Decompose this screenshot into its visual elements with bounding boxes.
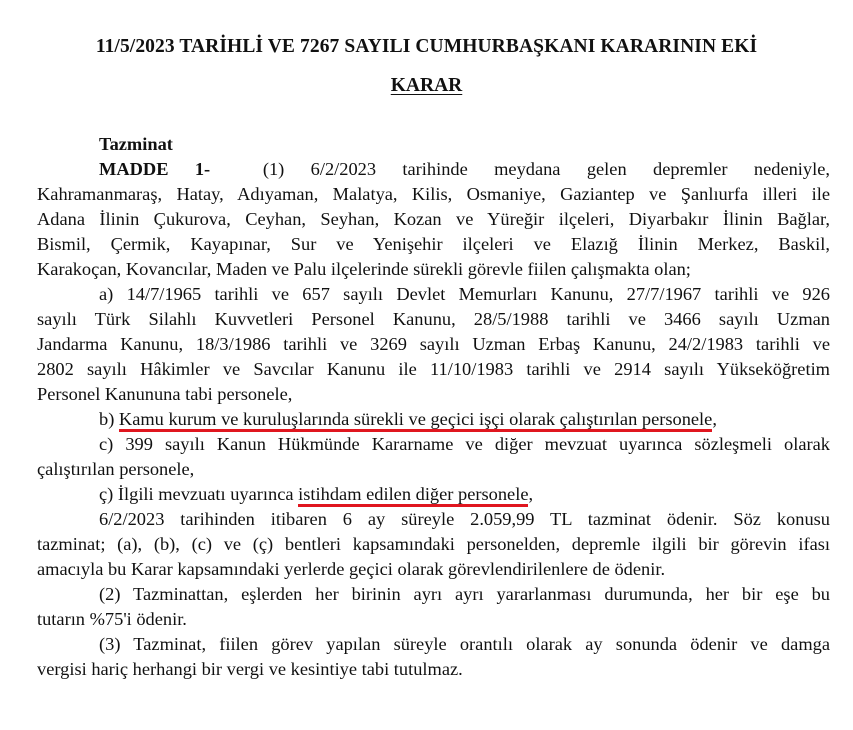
item-cc-prefix: ç) İlgili mevzuatı uyarınca: [99, 484, 299, 504]
item-b-highlight: Kamu kurum ve kuruluşlarında sürekli ve geçici işçi olarak çalıştırılan personele: [119, 409, 712, 432]
article-para1-line1: [37, 157, 830, 182]
para1-line3: Adana İlinin Çukurova, Ceyhan, Seyhan, Kozan ve Yüreğir ilçeleri, Diyarbakır İlinin Bağlar,: [37, 209, 830, 229]
amount-line1: 6/2/2023 tarihinden itibaren 6 ay süreyle 2.059,99 TL tazminat ödenir. Söz konusu: [99, 509, 830, 529]
item-a-line3: Jandarma Kanunu, 18/3/1986 tarihli ve 3269 sayılı Uzman Erbaş Kanunu, 24/2/1983 tarihli ve: [37, 334, 830, 354]
para3-line1: (3) Tazminat, fiilen görev yapılan süreyle orantılı olarak ay sonunda ödenir ve damga: [99, 634, 830, 654]
document-title: 11/5/2023 TARİHLİ VE 7267 SAYILI CUMHURBAŞKANI KARARININ EKİ: [95, 36, 758, 57]
subtitle-text: KARAR: [390, 75, 463, 96]
amount-line2: tazminat; (a), (b), (c) ve (ç) bentleri kapsamındaki personelden, depremle ilgili bir görevin ifası: [37, 534, 830, 554]
para3-line2: vergisi hariç herhangi bir vergi ve kesintiye tabi tutulmaz.: [37, 659, 463, 679]
para2-line2: tutarın %75'i ödenir.: [37, 609, 187, 629]
item-b: b) Kamu kurum ve kuruluşlarında sürekli ve geçici işçi olarak çalıştırılan personele,: [37, 407, 830, 432]
item-cc-highlight: istihdam edilen diğer personele: [298, 484, 528, 507]
item-b-prefix: b): [99, 409, 119, 429]
article-label: MADDE 1-: [99, 159, 211, 179]
document-subtitle: [0, 75, 853, 97]
item-a-line5: Personel Kanununa tabi personele,: [37, 384, 293, 404]
amount-line3: amacıyla bu Karar kapsamındaki yerlerde geçici olarak görevlendirilenlere de ödenir.: [37, 559, 666, 579]
item-c-line2: çalıştırılan personele,: [37, 459, 195, 479]
item-a-line1: a) 14/7/1965 tarihli ve 657 sayılı Devlet Memurları Kanunu, 27/7/1967 tarihli ve 926: [99, 284, 830, 304]
para1-line1-text: (1) 6/2/2023 tarihinde meydana gelen depremler nedeniyle,: [262, 159, 830, 179]
item-cc: [37, 482, 830, 507]
section-heading: Tazminat: [99, 134, 173, 154]
para2-line1: (2) Tazminattan, eşlerden her birinin ayrı ayrı yararlanması durumunda, her bir eşe bu: [99, 584, 830, 604]
document-body: [37, 132, 830, 682]
item-c-line1: c) 399 sayılı Kanun Hükmünde Kararname ve diğer mevzuat uyarınca sözleşmeli olarak: [99, 434, 830, 454]
para1-line5: Karakoçan, Kovancılar, Maden ve Palu ilçelerinde sürekli görevle fiilen çalışmakta olan;: [37, 259, 691, 279]
item-a-line4: 2802 sayılı Hâkimler ve Savcılar Kanunu ile 11/10/1983 tarihli ve 2914 sayılı Yükseköğretim: [37, 359, 830, 379]
item-a-line2: sayılı Türk Silahlı Kuvvetleri Personel Kanunu, 28/5/1988 tarihli ve 3466 sayılı Uzman: [37, 309, 830, 329]
para1-line2: Kahramanmaraş, Hatay, Adıyaman, Malatya, Kilis, Osmaniye, Gaziantep ve Şanlıurfa illeri ile: [37, 184, 830, 204]
para1-line4: Bismil, Çermik, Kayapınar, Sur ve Yenişehir ilçeleri ve Elazığ İlinin Merkez, Baskil,: [37, 234, 830, 254]
item-cc-suffix: ,: [528, 484, 534, 504]
